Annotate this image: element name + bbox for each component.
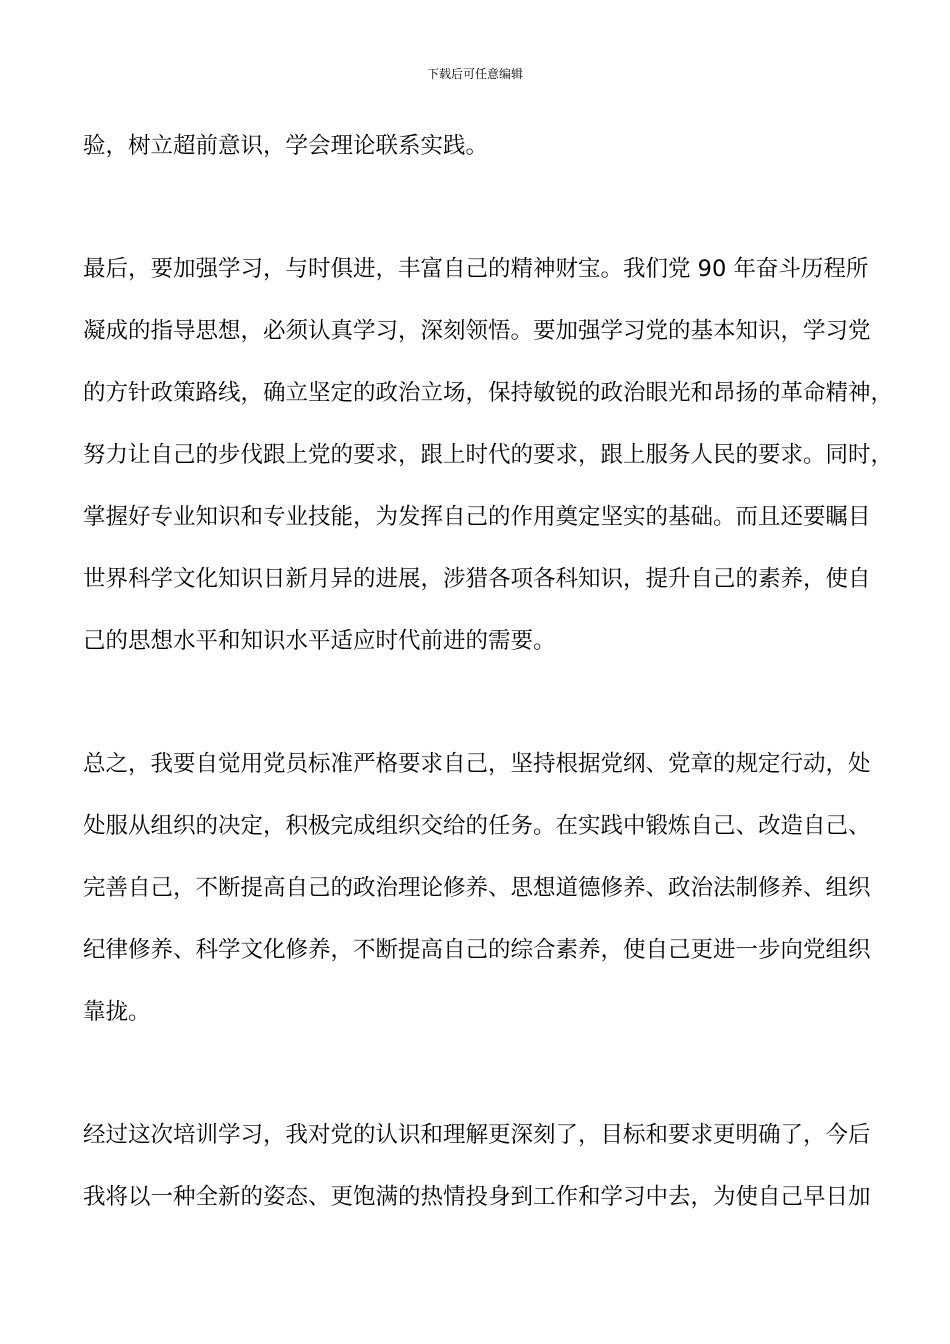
- text-line: 世界科学文化知识日新月异的进展，涉猎各项各科知识，提升自己的素养，使自: [83, 566, 871, 592]
- text-line: 总之，我要自觉用党员标准严格要求自己，坚持根据党纲、党章的规定行动，处: [83, 751, 871, 777]
- page-header: 下载后可任意编辑: [426, 67, 523, 81]
- text-line: 最后，要加强学习，与时俱进，丰富自己的精神财宝。我们党 90 年奋斗历程所: [83, 256, 869, 282]
- paragraph-1: [83, 115, 883, 177]
- paragraph-gap: [83, 177, 883, 238]
- text-line: 完善自己，不断提高自己的政治理论修养、思想道德修养、政治法制修养、组织: [83, 875, 871, 901]
- text-line: 纪律修养、科学文化修养，不断提高自己的综合素养，使自己更进一步向党组织: [83, 937, 871, 963]
- paragraph-2: [83, 238, 894, 672]
- text-line: 己的思想水平和知识水平适应时代前进的需要。: [83, 628, 556, 654]
- document-body: [83, 115, 894, 1228]
- paragraph-3: [83, 733, 883, 1043]
- paragraph-gap: [83, 672, 883, 733]
- text-line: 凝成的指导思想，必须认真学习，深刻领悟。要加强学习党的基本知识，学习党: [83, 318, 871, 344]
- text-line: 的方针政策路线，确立坚定的政治立场，保持敏锐的政治眼光和昂扬的革命精神，: [83, 380, 894, 406]
- text-line: 靠拢。: [83, 999, 151, 1025]
- text-line: 经过这次培训学习，我对党的认识和理解更深刻了，目标和要求更明确了，今后: [83, 1122, 871, 1148]
- text-line: 掌握好专业知识和专业技能，为发挥自己的作用奠定坚实的基础。而且还要瞩目: [83, 504, 871, 530]
- text-line: 处服从组织的决定，积极完成组织交给的任务。在实践中锻炼自己、改造自己、: [83, 813, 871, 839]
- text-line: 验，树立超前意识，学会理论联系实践。: [83, 133, 489, 159]
- text-line: 努力让自己的步伐跟上党的要求，跟上时代的要求，跟上服务人民的要求。同时，: [83, 442, 894, 468]
- paragraph-4: [83, 1104, 883, 1228]
- text-line: 我将以一种全新的姿态、更饱满的热情投身到工作和学习中去，为使自己早日加: [83, 1184, 871, 1210]
- paragraph-gap: [83, 1043, 883, 1104]
